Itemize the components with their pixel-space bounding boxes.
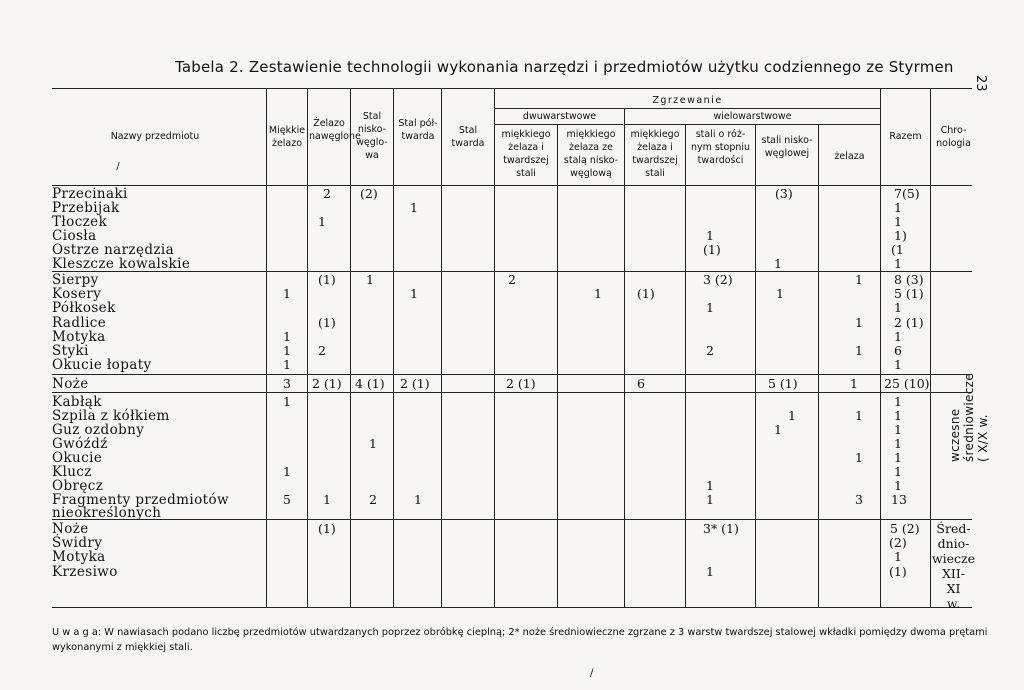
table-cell: 1 (283, 357, 291, 372)
col-line (685, 124, 686, 607)
col-line (266, 88, 267, 607)
header-dw1: miękkiego żelaza i twardszej stali (501, 129, 551, 179)
rule-top (52, 88, 972, 89)
table-cell: 1 (776, 286, 784, 301)
row-name: Sierpy (52, 272, 99, 288)
header-nazwy: Nazwy przedmiotu (110, 131, 200, 142)
table-cell: 2 (1) (506, 376, 536, 391)
table-cell: 13 (891, 492, 907, 507)
table-cell: 2 (318, 343, 326, 358)
header-dwuwarstwowe: dwuwarstwowe (522, 111, 597, 122)
rule-wielo (625, 124, 880, 125)
table-cell: 2 (706, 343, 714, 358)
table-cell: 1 (323, 492, 331, 507)
header-stal-poltwarda: Stal pół-twarda (398, 118, 438, 142)
row-name: Styki (52, 343, 89, 359)
chronology-late-line: dnio- (937, 536, 970, 551)
table-cell: 1 (894, 357, 902, 372)
table-note: U w a g a: W nawiasach podano liczbę przedmiotów utwardzanych poprzez obróbkę cieplną; 2* noże średniowieczne zgrzane z 3 warstw twardszej stalowej wkładki pomiędzy dwoma prętami wykonanymi z miękkiej stali. (52, 627, 988, 653)
table-cell: (1) (637, 286, 655, 301)
table-cell: 1 (855, 315, 863, 330)
header-razem: Razem (889, 131, 922, 142)
footer-mark: / (590, 668, 594, 679)
row-name: Okucie łopaty (52, 357, 152, 373)
row-name: Przecinaki (52, 186, 128, 202)
chronology-late-line: XII- (942, 566, 965, 581)
table-cell: 1 (369, 436, 377, 451)
table-cell: (1) (318, 521, 336, 536)
header-wi2: stali o róż-nym stopniu twardości (690, 129, 751, 166)
row-name: Gwóźdź (52, 436, 108, 452)
col-line (818, 124, 819, 607)
header-stal-twarda: Stal twarda (451, 125, 485, 149)
table-cell: (2) (360, 186, 378, 201)
table-cell: 1 (283, 286, 291, 301)
col-line (350, 88, 351, 607)
header-zgrzewanie: Zgrzewanie (652, 95, 723, 106)
col-line (755, 124, 756, 607)
col-line (307, 88, 308, 607)
row-name: Klucz (52, 464, 92, 480)
table-cell: 1 (855, 408, 863, 423)
header-slash: / (116, 161, 120, 172)
table-cell: 1 (894, 422, 902, 437)
table-cell: 1 (283, 394, 291, 409)
row-name: Szpila z kółkiem (52, 408, 170, 424)
header-chronologia: Chro-nologia (936, 125, 971, 149)
table-cell: 2 (508, 272, 516, 287)
row-name: Świdry (52, 535, 103, 551)
table-cell: 2 (323, 186, 331, 201)
header-wi1: miękkiego żelaza i twardszej stali (630, 129, 680, 179)
header-dw2: miękkiego żelaza ze stalą nisko-węglową (563, 129, 619, 179)
col-line (393, 88, 394, 607)
table-cell: 5 (2) (890, 521, 920, 536)
table-cell: 1 (706, 564, 714, 579)
header-stal-niskoweglowa: Stal nisko-węglo-wa (356, 111, 388, 161)
page-number: 23 (973, 75, 988, 92)
col-line (624, 108, 625, 607)
table-cell: 1 (894, 300, 902, 315)
table-cell: 2 (1) (312, 376, 342, 391)
table-cell: 1 (894, 329, 902, 344)
rule-header-bottom (52, 185, 972, 186)
col-line (557, 124, 558, 607)
rule-group3 (52, 392, 972, 393)
table-cell: (1) (703, 242, 721, 257)
row-name: Motyka (52, 549, 106, 565)
table-title: Tabela 2. Zestawienie technologii wykonania narzędzi i przedmiotów użytku codziennego ze Styrmen (175, 58, 954, 76)
rule-bottom (52, 607, 972, 608)
table-cell: 2 (1) (400, 376, 430, 391)
table-cell: 2 (1) (894, 315, 924, 330)
row-name: Ciosła (52, 228, 97, 244)
header-wielowarstwowe: wielowarstwowe (713, 111, 792, 122)
row-name: Półkosek (52, 300, 116, 316)
table-cell: 6 (637, 376, 645, 391)
header-wi3: stali nisko-węglowej (761, 135, 813, 159)
table-cell: 1 (788, 408, 796, 423)
table-cell: (1) (318, 315, 336, 330)
table-cell: 1 (283, 343, 291, 358)
table-cell: 1 (855, 450, 863, 465)
table-cell: 2 (369, 492, 377, 507)
header-wi4: żelaza (834, 151, 865, 162)
table-cell: 1 (855, 272, 863, 287)
chronology-late-line: w. (946, 596, 961, 611)
table-cell: 8 (3) (894, 272, 924, 287)
table-cell: 1 (894, 549, 902, 564)
table-cell: 1 (283, 464, 291, 479)
row-name: nieokreślonych (52, 505, 162, 521)
table-cell: 1 (366, 272, 374, 287)
rule-group2 (52, 374, 972, 375)
table-cell: 1 (774, 422, 782, 437)
table-cell: 1 (410, 286, 418, 301)
row-name: Kabłąk (52, 394, 102, 410)
table-cell: 3 (283, 376, 291, 391)
row-name: Okucie (52, 450, 103, 466)
table-cell: 25 (10) (884, 376, 930, 391)
table-cell: 1 (894, 394, 902, 409)
table-cell: 4 (1) (355, 376, 385, 391)
table-cell: (1 (891, 242, 904, 257)
table-cell: 1 (706, 478, 714, 493)
rule-dwu (495, 124, 623, 125)
table-cell: 6 (894, 343, 902, 358)
rule-zgrzewanie (495, 108, 880, 109)
header-miekkie: Miękkie żelazo (268, 125, 306, 149)
table-cell: (2) (889, 535, 907, 550)
table-cell: (1) (889, 564, 907, 579)
table-cell: 5 (283, 492, 291, 507)
table-cell: (3) (775, 186, 793, 201)
row-name: Tłoczek (52, 214, 108, 230)
row-name: Radlice (52, 315, 107, 331)
table-cell: 1 (706, 492, 714, 507)
table-cell: 1 (894, 464, 902, 479)
table-cell: 1 (894, 200, 902, 215)
table-cell: 1 (414, 492, 422, 507)
table-cell: 1 (706, 300, 714, 315)
table-cell: 5 (1) (768, 376, 798, 391)
table-cell: 1 (894, 450, 902, 465)
row-name: Przebijak (52, 200, 120, 216)
table-cell: 1 (594, 286, 602, 301)
col-line (441, 88, 442, 607)
table-cell: 7(5) (894, 186, 920, 201)
table-cell: 5 (1) (894, 286, 924, 301)
table-cell: 1 (706, 228, 714, 243)
table-cell: (1) (318, 272, 336, 287)
row-name: Guz ozdobny (52, 422, 145, 438)
table-cell: 1) (894, 228, 907, 243)
table-cell: 3* (1) (703, 521, 739, 536)
row-name: Kosery (52, 286, 102, 302)
table-cell: 1 (894, 478, 902, 493)
row-name: Noże (52, 376, 89, 392)
chronology-late-line: wiecze (931, 551, 976, 566)
row-name: Ostrze narzędzia (52, 242, 175, 258)
table-cell: 1 (894, 436, 902, 451)
row-name: Kleszcze kowalskie (52, 256, 191, 272)
row-name: Fragmenty przedmiotów (52, 492, 229, 508)
table-cell: 1 (855, 343, 863, 358)
chronology-late-line: XI (946, 581, 961, 596)
row-name: Krzesiwo (52, 564, 118, 580)
table-cell: 1 (894, 214, 902, 229)
table-cell: 1 (894, 408, 902, 423)
table-cell: 3 (855, 492, 863, 507)
table-cell: 1 (283, 329, 291, 344)
table-cell: 1 (774, 256, 782, 271)
row-name: Motyka (52, 329, 106, 345)
table-cell: 1 (410, 200, 418, 215)
chronology-early: wczesne średniowiecze ( X/X w. (948, 373, 990, 462)
chronology-late-line: Śred- (936, 521, 971, 536)
row-name: Noże (52, 521, 89, 537)
table-cell: 3 (2) (703, 272, 733, 287)
table-cell: 1 (318, 214, 326, 229)
col-line (880, 88, 881, 607)
row-name: Obręcz (52, 478, 104, 494)
table-cell: 1 (894, 256, 902, 271)
table-cell: 1 (850, 376, 858, 391)
chronology-late (931, 521, 976, 611)
rule-group4 (52, 519, 972, 520)
header-zelazo-naweglone: Żelazo nawęglone (309, 118, 361, 142)
